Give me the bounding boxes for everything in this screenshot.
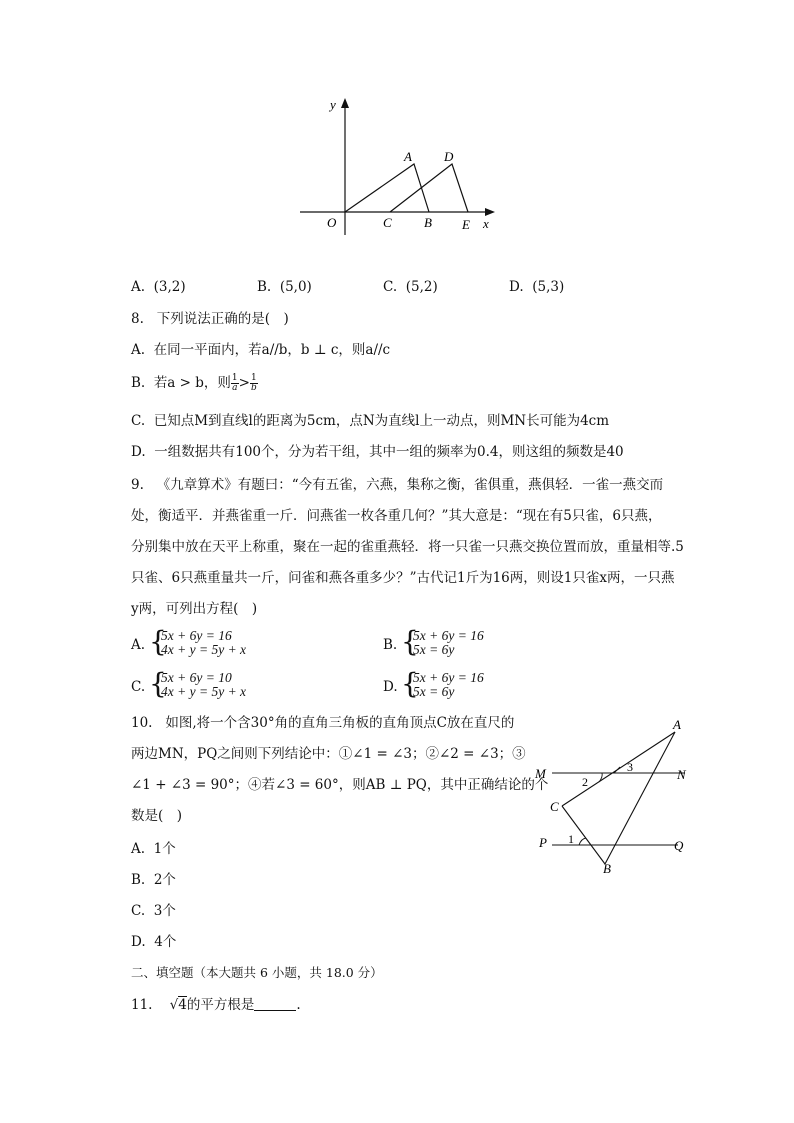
option-letter: A. xyxy=(131,637,146,653)
option-letter: B. xyxy=(383,637,398,653)
equation-1: 5x + 6y = 10 xyxy=(161,670,232,685)
q8-option-d[interactable] xyxy=(131,443,624,461)
q8-option-b[interactable] xyxy=(131,374,258,393)
option-text: 1个 xyxy=(153,841,176,857)
equation-2: 5x = 6y xyxy=(413,684,455,699)
q11-line xyxy=(131,996,301,1014)
fraction-1-over-a xyxy=(231,374,239,393)
label-p: P xyxy=(539,835,547,850)
label-c: C xyxy=(550,799,559,814)
angle-1-arc xyxy=(579,838,586,845)
q10-line-4: 数是( ) xyxy=(131,808,183,824)
triangle-oab xyxy=(345,164,429,212)
option-text: (5,2) xyxy=(405,279,438,295)
label-b: B xyxy=(424,215,432,230)
q8-stem xyxy=(131,310,289,328)
question-number: 8. xyxy=(131,311,144,327)
answer-blank[interactable] xyxy=(254,996,296,1011)
question-text: 如图,将一个含30°角的直角三角板的直角顶点C放在直尺的 xyxy=(165,715,515,731)
q10-option-a[interactable] xyxy=(131,840,176,858)
option-text: 4个 xyxy=(154,934,177,950)
q8-option-c[interactable] xyxy=(131,412,609,430)
question-text: 下列说法正确的是( ) xyxy=(156,311,289,327)
q9-option-d[interactable] xyxy=(383,667,583,702)
q10-line-3: ∠1 + ∠3 = 90°；④若∠3 = 60°，则AB ⊥ PQ，其中正确结论的个 xyxy=(131,777,549,793)
triangle-cde xyxy=(390,164,468,212)
question-number: 10. xyxy=(131,715,153,731)
label-b: B xyxy=(603,861,611,876)
label-d: D xyxy=(444,149,454,164)
equation-2: 4x + y = 5y + x xyxy=(161,684,247,699)
q10-option-b[interactable] xyxy=(131,871,176,889)
question-number: 9. xyxy=(131,477,144,493)
equation-1: 5x + 6y = 16 xyxy=(413,628,484,643)
option-letter: C. xyxy=(383,279,398,295)
equation-1: 5x + 6y = 16 xyxy=(161,628,232,643)
option-letter: B. xyxy=(131,375,146,391)
ruler-triangle-figure xyxy=(530,712,705,877)
denominator: b xyxy=(250,383,257,393)
y-axis-arrow xyxy=(341,98,349,108)
greater-than: > xyxy=(238,375,250,391)
equation-1: 5x + 6y = 16 xyxy=(413,670,484,685)
option-text: 一组数据共有100个，分为若干组，其中一组的频率为0.4，则这组的频数是40 xyxy=(154,444,624,460)
option-text: 2个 xyxy=(153,872,176,888)
label-y: y xyxy=(330,97,336,112)
side-ab xyxy=(605,732,675,864)
label-e: E xyxy=(462,217,470,232)
label-angle-1: 1 xyxy=(568,832,574,846)
option-letter: A. xyxy=(131,279,146,295)
fraction-1-over-b xyxy=(250,374,258,393)
option-letter: A. xyxy=(131,841,146,857)
option-letter: A. xyxy=(131,342,146,358)
option-letter: D. xyxy=(131,444,146,460)
x-axis-arrow xyxy=(485,208,495,216)
label-angle-3: 3 xyxy=(627,760,633,774)
q10-line-2: 两边MN，PQ之间则下列结论中：①∠1 = ∠3；②∠2 = ∠3；③ xyxy=(131,746,526,762)
question-text: 《九章算术》有题曰：“今有五雀，六燕，集称之衡，雀俱重，燕俱轻．一雀一燕交而 xyxy=(156,477,664,493)
q7-option-c[interactable] xyxy=(383,278,438,296)
q7-option-a[interactable] xyxy=(131,278,186,296)
option-text: (3,2) xyxy=(153,279,186,295)
option-text: (5,0) xyxy=(279,279,312,295)
label-angle-2: 2 xyxy=(582,775,588,789)
question-number: 11. xyxy=(131,997,153,1013)
label-m: M xyxy=(535,766,546,781)
option-letter: C. xyxy=(131,903,146,919)
q10-option-c[interactable] xyxy=(131,902,176,920)
q9-line-4: 只雀、6只燕重量共一斤，问雀和燕各重多少？”古代记1斤为16两，则设1只雀x两，一只燕 xyxy=(131,570,675,586)
left-brace: { xyxy=(401,667,419,700)
q7-option-b[interactable] xyxy=(257,278,312,296)
q9-line-3: 分别集中放在天平上称重，聚在一起的雀重燕轻．将一只雀一只燕交换位置而放，重量相等.5 xyxy=(131,539,684,555)
option-letter: C. xyxy=(131,413,146,429)
label-a: A xyxy=(673,717,681,732)
q9-line-5: y两，可列出方程( ) xyxy=(131,601,258,617)
label-q: Q xyxy=(674,838,684,853)
sqrt-expression xyxy=(170,996,187,1013)
section-heading: 二、填空题（本大题共 6 小题，共 18.0 分） xyxy=(131,965,383,980)
denominator: a xyxy=(232,383,238,393)
option-text: (5,3) xyxy=(532,279,565,295)
option-letter: D. xyxy=(509,279,524,295)
option-text: 3个 xyxy=(153,903,176,919)
q10-line-1 xyxy=(131,714,514,732)
question-text: 的平方根是 xyxy=(186,997,255,1013)
option-text: 在同一平面内，若a//b，b ⊥ c，则a//c xyxy=(153,342,391,358)
sqrt-symbol: √ xyxy=(169,997,179,1013)
left-brace: { xyxy=(149,625,167,658)
q9-option-c[interactable] xyxy=(131,667,331,702)
option-letter: C. xyxy=(131,679,146,695)
q9-option-a[interactable] xyxy=(131,625,331,660)
radicand: 4 xyxy=(178,997,187,1013)
option-text: 已知点M到直线l的距离为5cm，点N为直线l上一动点，则MN长可能为4cm xyxy=(153,413,610,429)
q7-option-d[interactable] xyxy=(509,278,564,296)
label-n: N xyxy=(677,767,686,782)
label-x: x xyxy=(483,216,489,231)
period: . xyxy=(296,997,301,1013)
label-o: O xyxy=(327,215,337,230)
numerator: 1 xyxy=(250,373,257,383)
q9-line-1 xyxy=(131,476,663,494)
left-brace: { xyxy=(401,625,419,658)
q10-option-d[interactable] xyxy=(131,933,176,951)
q9-line-2: 处，衡适平．并燕雀重一斤．问燕雀一枚各重几何？”其大意是：“现在有5只雀，6只燕， xyxy=(131,508,662,524)
option-letter: D. xyxy=(131,934,146,950)
label-a: A xyxy=(404,149,412,164)
angle-3-arc xyxy=(614,767,620,773)
equation-2: 5x = 6y xyxy=(413,642,455,657)
numerator: 1 xyxy=(231,373,238,383)
q8-option-a[interactable] xyxy=(131,341,390,359)
coordinate-figure xyxy=(290,92,510,242)
left-brace: { xyxy=(149,667,167,700)
equation-2: 4x + y = 5y + x xyxy=(161,642,247,657)
option-letter: B. xyxy=(257,279,272,295)
label-c: C xyxy=(383,215,392,230)
option-text: 若a > b，则 xyxy=(153,375,231,391)
option-letter: B. xyxy=(131,872,146,888)
option-letter: D. xyxy=(383,679,398,695)
q9-option-b[interactable] xyxy=(383,625,583,660)
